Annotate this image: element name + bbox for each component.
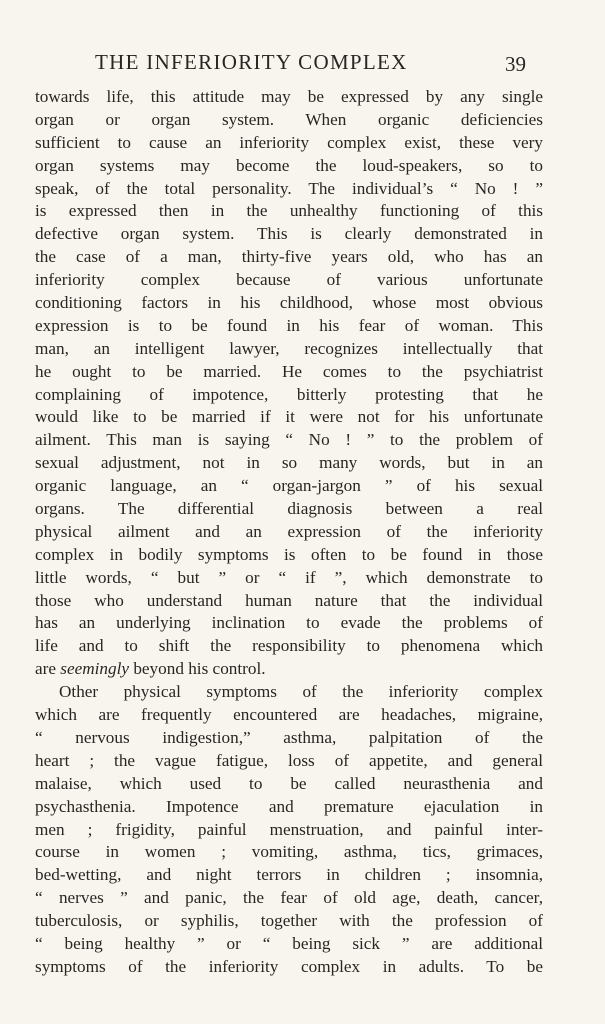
- text-line: those who understand human nature that the individual: [35, 590, 543, 610]
- text-line: inferiority complex because of various unfortunate: [35, 270, 543, 290]
- text-line: “ nerves ” and panic, the fear of old age, death, cancer,: [35, 888, 543, 908]
- page-header: [0, 50, 605, 80]
- text-line: sufficient to cause an inferiority complex exist, these very: [35, 132, 543, 152]
- text-line: tuberculosis, or syphilis, together with the profession of: [35, 911, 543, 931]
- text-line: complaining of impotence, bitterly protesting that he: [35, 384, 543, 404]
- text-line: would like to be married if it were not for his unfortunate: [35, 407, 543, 427]
- running-title: THE INFERIORITY COMPLEX: [95, 50, 408, 74]
- paragraph-first-line: Other physical symptoms of the inferiority complex: [59, 682, 543, 702]
- text-line: ailment. This man is saying “ No ! ” to the problem of: [35, 430, 543, 450]
- text-line: bed-wetting, and night terrors in children ; insomnia,: [35, 865, 543, 885]
- text-line: organs. The differential diagnosis between a real: [35, 499, 543, 519]
- text-fragment: beyond his control.: [133, 659, 266, 679]
- text-line: life and to shift the responsibility to phenomena which: [35, 636, 543, 656]
- body-text: [35, 86, 543, 979]
- paragraph-end-line: [35, 658, 543, 681]
- page-number: 39: [505, 52, 526, 76]
- text-line: man, an intelligent lawyer, recognizes intellectually that: [35, 338, 543, 358]
- text-line: psychasthenia. Impotence and premature ejaculation in: [35, 796, 543, 816]
- text-line: symptoms of the inferiority complex in adults. To be: [35, 956, 543, 976]
- text-line: the case of a man, thirty-five years old, who has an: [35, 247, 543, 267]
- text-line: “ being healthy ” or “ being sick ” are additional: [35, 933, 543, 953]
- text-line: expression is to be found in his fear of woman. This: [35, 315, 543, 335]
- text-fragment: are: [35, 659, 56, 679]
- text-line: malaise, which used to be called neurasthenia and: [35, 773, 543, 793]
- italic-word: seemingly: [60, 659, 130, 679]
- text-line: organ systems may become the loud-speakers, so to: [35, 155, 543, 175]
- text-line: defective organ system. This is clearly demonstrated in: [35, 224, 543, 244]
- text-line: complex in bodily symptoms is often to be found in those: [35, 544, 543, 564]
- text-line: course in women ; vomiting, asthma, tics, grimaces,: [35, 842, 543, 862]
- text-line: organic language, an “ organ-jargon ” of his sexual: [35, 476, 543, 496]
- text-line: physical ailment and an expression of the inferiority: [35, 521, 543, 541]
- text-line: little words, “ but ” or “ if ”, which demonstrate to: [35, 567, 543, 587]
- text-line: which are frequently encountered are headaches, migraine,: [35, 705, 543, 725]
- text-line: he ought to be married. He comes to the psychiatrist: [35, 361, 543, 381]
- text-line: has an underlying inclination to evade the problems of: [35, 613, 543, 633]
- text-line: towards life, this attitude may be expressed by any single: [35, 87, 543, 106]
- text-line: is expressed then in the unhealthy functioning of this: [35, 201, 543, 221]
- text-line: speak, of the total personality. The individual’s “ No ! ”: [35, 178, 543, 198]
- text-line: heart ; the vague fatigue, loss of appetite, and general: [35, 750, 543, 770]
- text-line: men ; frigidity, painful menstruation, and painful inter-: [35, 819, 543, 839]
- text-line: sexual adjustment, not in so many words, but in an: [35, 453, 543, 473]
- text-line: conditioning factors in his childhood, whose most obvious: [35, 293, 543, 313]
- text-line: “ nervous indigestion,” asthma, palpitation of the: [35, 727, 543, 747]
- text-line: organ or organ system. When organic deficiencies: [35, 109, 543, 129]
